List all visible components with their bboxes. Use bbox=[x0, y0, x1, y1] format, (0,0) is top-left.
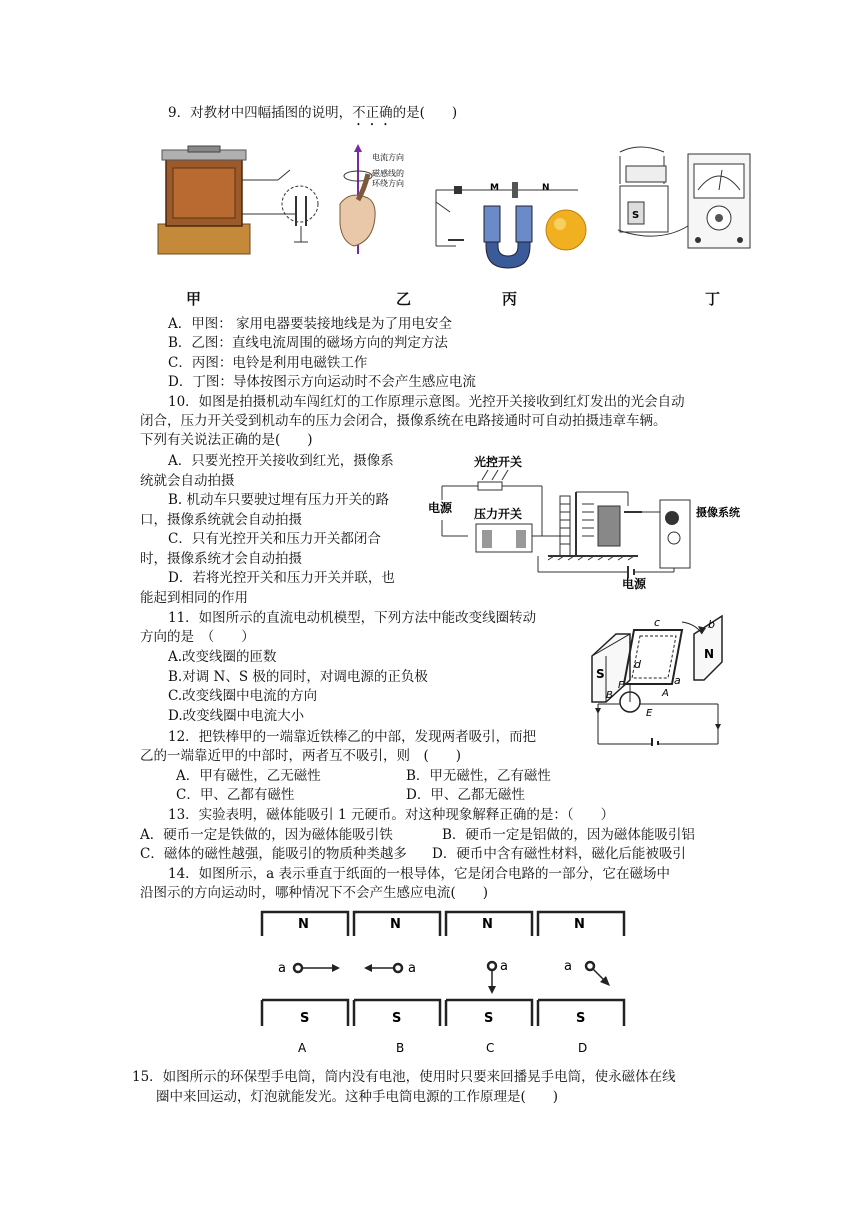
q14-stem-line-2: 沿图示的方向运动时，哪种情况下不会产生感应电流( ) bbox=[140, 885, 489, 901]
q11-label-a: a bbox=[674, 674, 681, 687]
q9-caption-ding: 丁 bbox=[705, 290, 721, 308]
q9-option-b: B．乙图：直线电流周围的磁场方向的判定方法 bbox=[168, 335, 448, 351]
q14-conductor-label-b: a bbox=[408, 961, 416, 976]
q14-pole-bottom-b: S bbox=[392, 1011, 402, 1026]
q11-label-n: N bbox=[704, 647, 715, 661]
q9-bing-label-m: M bbox=[490, 183, 499, 193]
q9-figure-yi bbox=[332, 144, 428, 256]
q14-pole-top-d: N bbox=[574, 917, 585, 932]
q11-label-a-upper: A bbox=[662, 688, 669, 699]
q11-motor-figure bbox=[590, 614, 726, 746]
q9-option-d: D．丁图：导体按图示方向运动时不会产生感应电流 bbox=[168, 374, 476, 390]
q14-pole-bottom-a: S bbox=[300, 1011, 310, 1026]
q11-label-c: c bbox=[654, 616, 661, 629]
q10-stem-line-1: 10．如图是拍摄机动车闯红灯的工作原理示意图。光控开关接收到红灯发出的光会自动 bbox=[168, 394, 685, 410]
q11-option-d: D.改变线圈中电流大小 bbox=[168, 708, 305, 724]
q9-caption-bing: 丙 bbox=[502, 290, 518, 308]
q15-stem-line-1: 15．如图所示的环保型手电筒，筒内没有电池，使用时只要来回播晃手电筒，使永磁体在线 bbox=[132, 1069, 676, 1085]
q9-yi-label-field-1: 磁感线的 bbox=[372, 169, 404, 178]
q10-option-b-1: B. 机动车只要驶过埋有压力开关的路 bbox=[168, 492, 390, 508]
q13-stem: 13．实验表明，磁体能吸引 1 元硬币。对这种现象解释正确的是：（ ） bbox=[168, 807, 615, 823]
q10-circuit-figure bbox=[428, 455, 740, 591]
q9-emphasis: 不正确 bbox=[352, 105, 393, 121]
q9-option-a: A．甲图： 家用电器要装接地线是为了用电安全 bbox=[168, 316, 453, 332]
q11-option-a: A.改变线圈的匝数 bbox=[168, 649, 277, 665]
q9-caption-jia: 甲 bbox=[186, 290, 202, 308]
q14-stem-line-1: 14．如图所示，a 表示垂直于纸面的一根导体，它是闭合电路的一部分，它在磁场中 bbox=[168, 866, 671, 882]
q9-caption-yi: 乙 bbox=[396, 290, 412, 308]
q12-option-a: A．甲有磁性，乙无磁性 bbox=[176, 768, 321, 784]
q10-label-light-switch: 光控开关 bbox=[474, 455, 523, 469]
q13-option-a: A．硬币一定是铁做的，因为磁体能吸引铁 bbox=[140, 827, 393, 843]
q11-option-b: B.对调 N、S 极的同时，对调电源的正负极 bbox=[168, 669, 428, 685]
q9-yi-label-field-2: 环绕方向 bbox=[372, 179, 404, 188]
q9-option-c: C．丙图：电铃是利用电磁铁工作 bbox=[168, 355, 368, 371]
q14-option-label-b: B bbox=[396, 1041, 405, 1055]
q14-pole-bottom-c: S bbox=[484, 1011, 494, 1026]
q9-yi-label-current: 电流方向 bbox=[372, 153, 404, 162]
q14-conductor-label-c: a bbox=[500, 959, 508, 974]
q14-pole-top-a: N bbox=[298, 917, 309, 932]
q11-stem-line-2: 方向的是 （ ） bbox=[140, 629, 255, 645]
q14-pole-bottom-d: S bbox=[576, 1011, 586, 1026]
q10-option-a-1: A．只要光控开关接收到红光，摄像系 bbox=[168, 453, 394, 469]
q11-label-d: d bbox=[634, 658, 641, 671]
q14-conductor-label-a: a bbox=[278, 961, 286, 976]
q10-stem-line-2: 闭合，压力开关受到机动车的压力会闭合，摄像系统在电路接通时可自动拍摄违章车辆。 bbox=[140, 413, 667, 429]
q10-label-power-2: 电源 bbox=[622, 577, 647, 591]
q10-label-camera: 摄像系统 bbox=[696, 506, 740, 519]
q12-stem-line-1: 12．把铁棒甲的一端靠近铁棒乙的中部，发现两者吸引，而把 bbox=[168, 729, 537, 745]
q9-figure-bing bbox=[428, 182, 598, 272]
q11-label-e: E bbox=[646, 708, 653, 719]
q14-pole-top-b: N bbox=[390, 917, 401, 932]
q10-option-c-2: 时，摄像系统才会自动拍摄 bbox=[140, 551, 302, 567]
q11-option-c: C.改变线圈中电流的方向 bbox=[168, 688, 318, 704]
q9-stem: 9．对教材中四幅插图的说明，不正确的是( ) bbox=[168, 105, 458, 121]
q13-option-c: C．磁体的磁性越强，能吸引的物质种类越多 bbox=[140, 846, 407, 862]
q14-option-label-a: A bbox=[298, 1041, 307, 1055]
q14-pole-top-c: N bbox=[482, 917, 493, 932]
q13-option-d: D．硬币中含有磁性材料，磁化后能被吸引 bbox=[432, 846, 686, 862]
q10-option-a-2: 统就会自动拍摄 bbox=[140, 473, 235, 489]
q11-label-f: F bbox=[618, 680, 624, 691]
q10-label-pressure-switch: 压力开关 bbox=[474, 507, 523, 521]
q11-stem-line-1: 11．如图所示的直流电动机模型，下列方法中能改变线圈转动 bbox=[168, 610, 537, 626]
q10-option-d-1: D．若将光控开关和压力开关并联，也 bbox=[168, 570, 395, 586]
q14-conductor-label-d: a bbox=[564, 959, 572, 974]
q10-label-power-1: 电源 bbox=[428, 501, 453, 515]
q11-label-s: S bbox=[596, 667, 605, 681]
q14-figure bbox=[256, 908, 636, 1060]
q10-option-d-2: 能起到相同的作用 bbox=[140, 590, 248, 606]
q12-option-d: D．甲、乙都无磁性 bbox=[406, 787, 525, 803]
q15-stem-line-2: 圈中来回运动，灯泡就能发光。这种手电筒电源的工作原理是( ) bbox=[156, 1089, 559, 1105]
q11-label-b: b bbox=[708, 618, 715, 631]
q12-stem-line-2: 乙的一端靠近甲的中部时，两者互不吸引，则 ( ) bbox=[140, 748, 462, 764]
q9-figure-ding bbox=[614, 146, 754, 254]
q10-option-b-2: 口，摄像系统就会自动拍摄 bbox=[140, 512, 302, 528]
q12-option-b: B．甲无磁性，乙有磁性 bbox=[406, 768, 551, 784]
q9-bing-label-n: N bbox=[542, 183, 550, 193]
q9-figure-jia bbox=[158, 146, 328, 258]
q10-option-c-1: C．只有光控开关和压力开关都闭合 bbox=[168, 531, 381, 547]
q13-option-b: B．硬币一定是铝做的，因为磁体能吸引铝 bbox=[442, 827, 695, 843]
q12-option-c: C．甲、乙都有磁性 bbox=[176, 787, 295, 803]
q11-label-b-upper: B bbox=[606, 690, 613, 701]
q9-ding-label-s: S bbox=[632, 210, 640, 221]
q10-stem-line-3: 下列有关说法正确的是( ) bbox=[140, 432, 313, 448]
q14-option-label-d: D bbox=[578, 1041, 588, 1055]
q14-option-label-c: C bbox=[486, 1041, 495, 1055]
